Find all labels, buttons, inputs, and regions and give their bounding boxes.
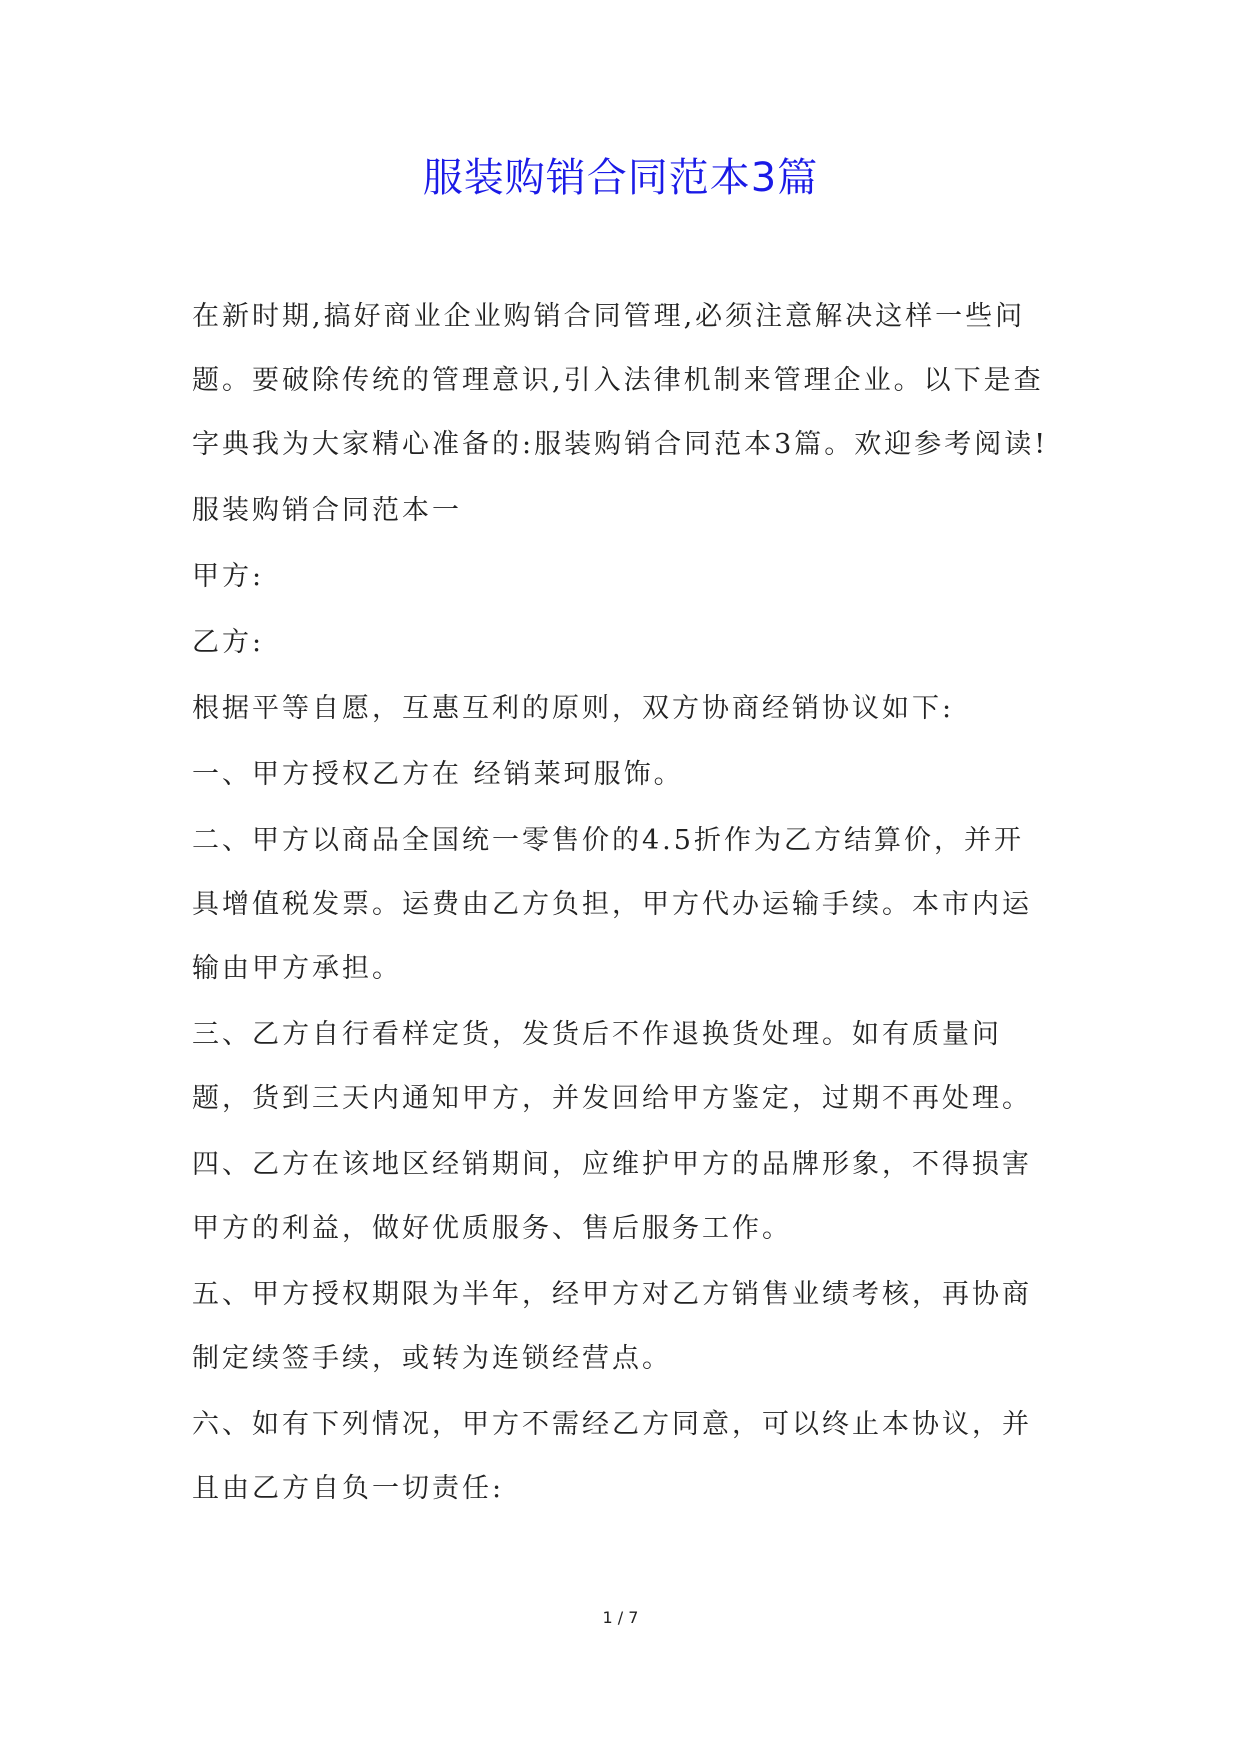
clause-2: 二、甲方以商品全国统一零售价的4.5折作为乙方结算价，并开具增值税发票。运费由乙方负担，甲方代办运输手续。本市内运输由甲方承担。	[192, 825, 1032, 984]
section-heading: 服装购销合同范本一	[192, 495, 462, 526]
clause-5: 五、甲方授权期限为半年，经甲方对乙方销售业绩考核，再协商制定续签手续，或转为连锁经营点。	[192, 1279, 1032, 1374]
clause-1: 一、甲方授权乙方在 经销莱珂服饰。	[192, 759, 684, 790]
intro-paragraph: 在新时期,搞好商业企业购销合同管理,必须注意解决这样一些问题。要破除传统的管理意识,引入法律机制来管理企业。以下是查字典我为大家精心准备的:服装购销合同范本3篇。欢迎参考阅读!	[192, 301, 1049, 460]
document-body	[192, 285, 1052, 1523]
document-title: 服装购销合同范本3篇	[422, 155, 819, 201]
principle-paragraph: 根据平等自愿，互惠互利的原则，双方协商经销协议如下:	[192, 693, 955, 724]
clause-4: 四、乙方在该地区经销期间，应维护甲方的品牌形象，不得损害甲方的利益，做好优质服务、售后服务工作。	[192, 1149, 1032, 1244]
clause-6: 六、如有下列情况，甲方不需经乙方同意，可以终止本协议，并且由乙方自负一切责任:	[192, 1409, 1032, 1504]
party-a-line: 甲方:	[192, 561, 265, 592]
page-number: 1 / 7	[602, 1608, 639, 1627]
party-b-line: 乙方:	[192, 627, 265, 658]
clause-3: 三、乙方自行看样定货，发货后不作退换货处理。如有质量问题，货到三天内通知甲方，并发回给甲方鉴定，过期不再处理。	[192, 1019, 1032, 1114]
